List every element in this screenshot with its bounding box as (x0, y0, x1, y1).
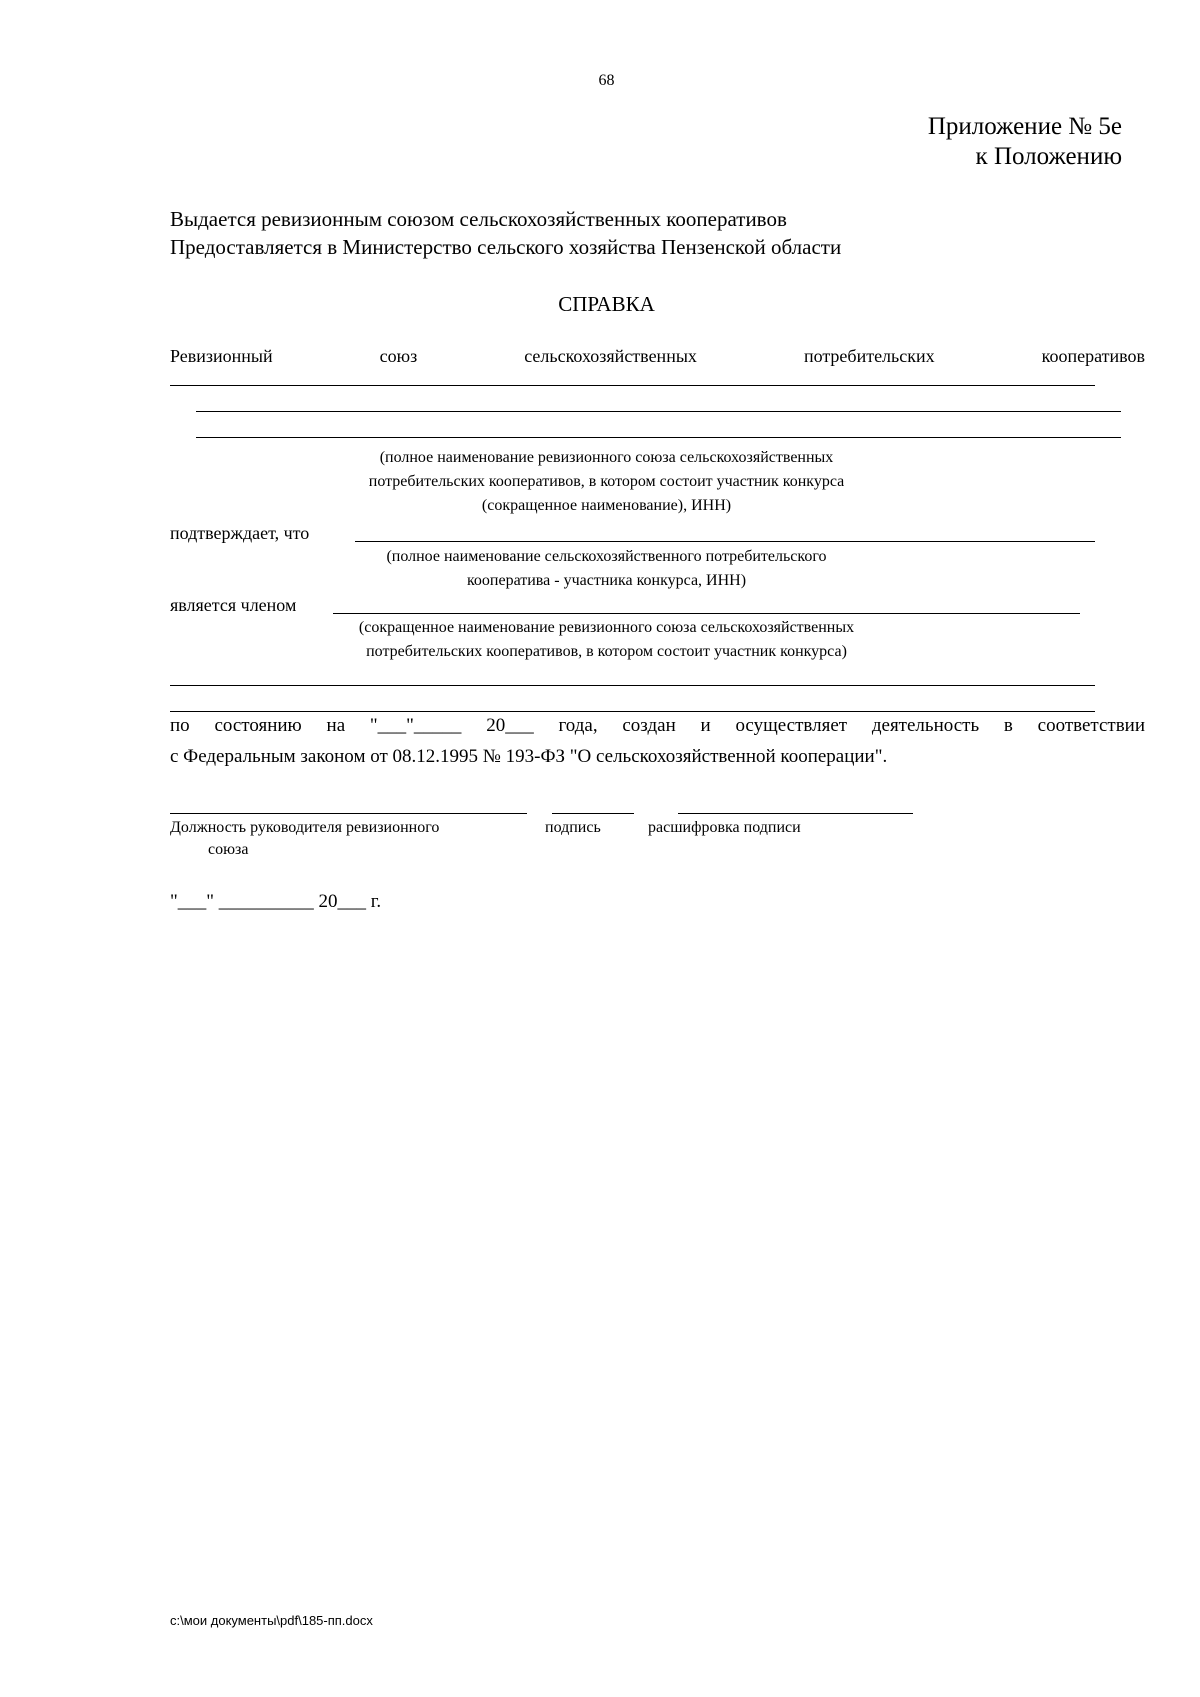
document-title: СПРАВКА (558, 292, 655, 316)
intro-block (170, 205, 841, 261)
hint-line: (сокращенное наименование ревизионного союза сельскохозяйственных (358, 619, 855, 636)
confirms-label: подтверждает, что (170, 523, 310, 543)
fill-line (170, 385, 1095, 386)
status-line-2: с Федеральным законом от 08.12.1995 № 193-ФЗ "О сельскохозяйственной кооперации". (170, 746, 888, 767)
date-line: "___" __________ 20___ г. (170, 891, 382, 912)
position-line-2: союза (208, 841, 249, 858)
intro-line-2: Предоставляется в Министерство сельского хозяйства Пензенской области (170, 235, 842, 259)
fill-line (355, 541, 1095, 542)
status-line-1: по состоянию на "___"_____ 20___ года, создан и осуществляет деятельность в соответствии (170, 715, 1145, 736)
page-number: 68 (598, 72, 615, 89)
hint-union-short-name (0, 616, 1200, 664)
footer-file-path: c:\мои документы\pdf\185-пп.docx (170, 1613, 373, 1628)
signature-position-label (170, 817, 439, 861)
header-word: потребительских (803, 346, 935, 366)
union-header-row (170, 346, 1145, 367)
fill-line (196, 437, 1121, 438)
signature-decode-label: расшифровка подписи (648, 819, 801, 836)
hint-union-name (0, 446, 1200, 518)
fill-line (196, 411, 1121, 412)
intro-line-1: Выдается ревизионным союзом сельскохозяйственных кооперативов (170, 207, 787, 231)
hint-line: кооператива - участника конкурса, ИНН) (466, 572, 747, 589)
hint-line: (сокращенное наименование), ИНН) (481, 497, 732, 514)
fill-line (333, 613, 1080, 614)
signature-sign-label: подпись (545, 819, 601, 836)
hint-line: потребительских кооперативов, в котором состоит участник конкурса) (366, 643, 847, 660)
hint-cooperative-name (0, 545, 1200, 593)
hint-line: потребительских кооперативов, в котором состоит участник конкурса (368, 473, 845, 490)
member-label: является членом (170, 595, 297, 615)
signature-position-line (170, 813, 527, 814)
header-word: сельскохозяйственных (524, 346, 697, 366)
signature-decode-line (678, 813, 913, 814)
fill-line (170, 685, 1095, 686)
appendix-line-2: к Положению (975, 143, 1122, 170)
signature-sign-line (552, 813, 634, 814)
position-line-1: Должность руководителя ревизионного (170, 819, 440, 836)
header-word: Ревизионный (170, 346, 273, 366)
header-word: кооперативов (1041, 346, 1145, 366)
header-word: союз (379, 346, 418, 366)
hint-line: (полное наименование ревизионного союза сельскохозяйственных (379, 449, 834, 466)
appendix-header (928, 112, 1122, 172)
hint-line: (полное наименование сельскохозяйственного потребительского (386, 548, 827, 565)
appendix-line-1: Приложение № 5е (927, 113, 1122, 140)
